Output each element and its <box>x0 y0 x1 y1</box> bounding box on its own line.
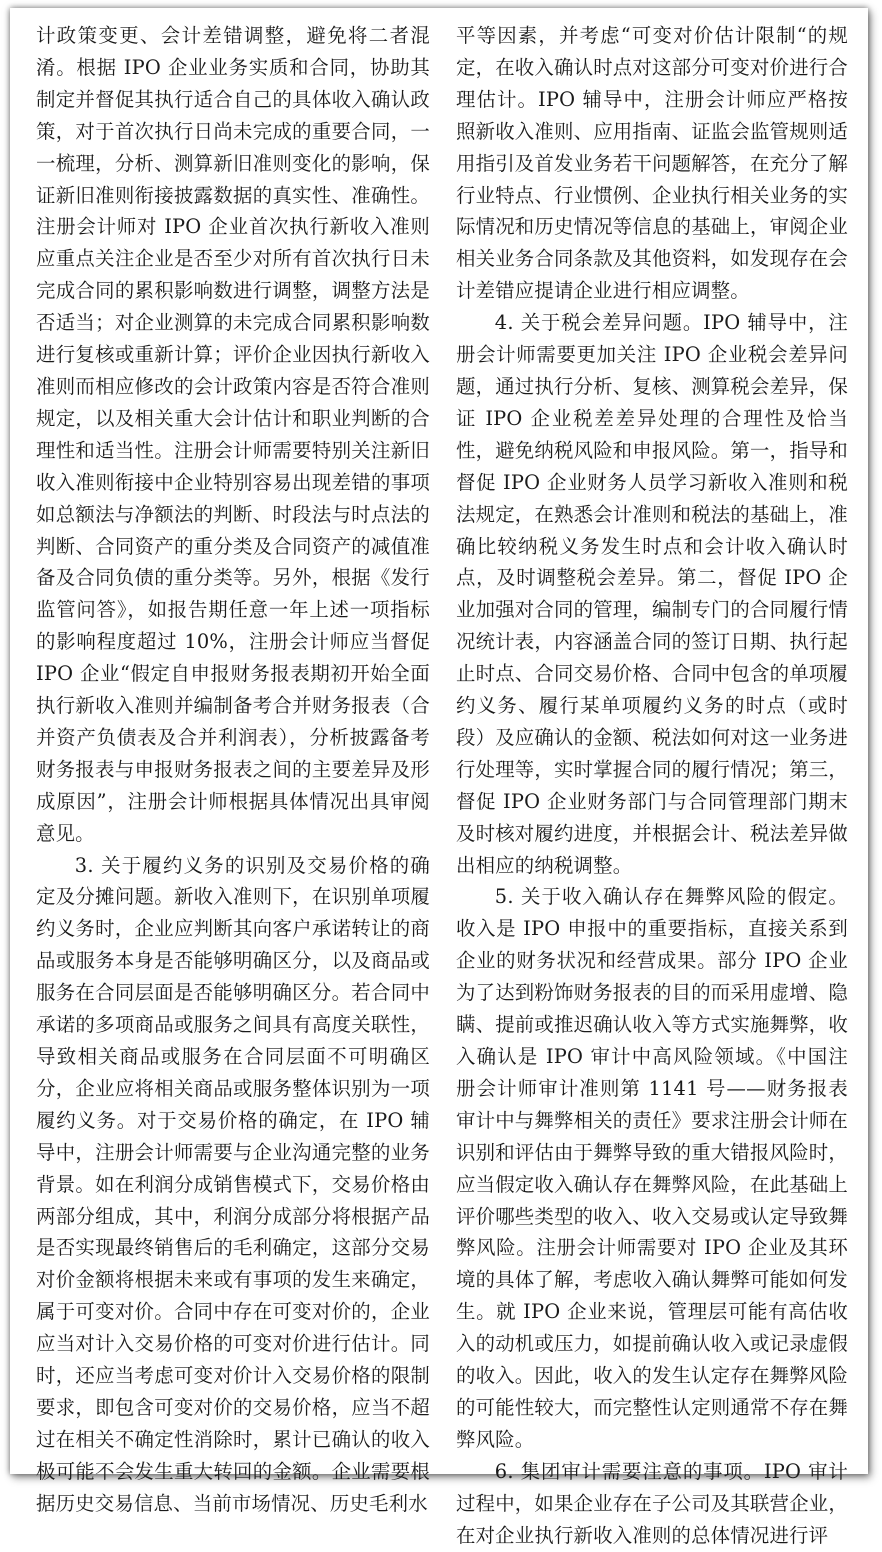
paragraph-section-4: 4. 关于税会差异问题。IPO 辅导中，注册会计师需要更加关注 IPO 企业税会差异问题，通过执行分析、复核、测算税会差异，保证 IPO 企业税差差异处理的合理性及恰当性，避免纳税风险和申报风险。第一，指导和督促 IPO 企业财务人员学习新收入准则和税法规定，在熟悉会计准则和税法的基础上，准确比较纳税义务发生时点和会计收入确认时点，及时调整税会差异。第二，督促 IPO 企业加强对合同的管理，编制专门的合同履行情况统计表，内容涵盖合同的签订日期、执行起止时点、合同交易价格、合同中包含的单项履约义务、履行某单项履约义务的时点（或时段）及应确认的金额、税法如何对这一业务进行处理等，实时掌握合同的履行情况；第三，督促 IPO 企业财务部门与合同管理部门期末及时核对履约进度，并根据会计、税法差异做出相应的纳税调整。 <box>456 311 848 877</box>
right-column <box>456 20 848 1552</box>
paragraph-section-5: 5. 关于收入确认存在舞弊风险的假定。收入是 IPO 申报中的重要指标，直接关系到企业的财务状况和经营成果。部分 IPO 企业为了达到粉饰财务报表的目的而采用虚增、隐瞒、提前或推迟确认收入等方式实施舞弊，收入确认是 IPO 审计中高风险领域。《中国注册会计师审计准则第 1141 号——财务报表审计中与舞弊相关的责任》要求注册会计师在识别和评估由于舞弊导致的重大错报风险时，应当假定收入确认存在舞弊风险，在此基础上评价哪些类型的收入、收入交易或认定导致舞弊风险。注册会计师需要对 IPO 企业及其环境的具体了解，考虑收入确认舞弊可能如何发生。就 IPO 企业来说，管理层可能有高估收入的动机或压力，如提前确认收入或记录虚假的收入。因此，收入的发生认定存在舞弊风险的可能性较大，而完整性认定则通常不存在舞弊风险。 <box>456 885 848 1451</box>
paragraph-continuation: 计政策变更、会计差错调整，避免将二者混淆。根据 IPO 企业业务实质和合同，协助其制定并督促其执行适合自己的具体收入确认政策，对于首次执行日尚未完成的重要合同，一一梳理，分析、测算新旧准则变化的影响，保证新旧准则衔接披露数据的真实性、准确性。注册会计师对 IPO 企业首次执行新收入准则应重点关注企业是否至少对所有首次执行日未完成合同的累积影响数进行调整，调整方法是否适当；对企业测算的未完成合同累积影响数进行复核或重新计算；评价企业因执行新收入准则而相应修改的会计政策内容是否符合准则规定，以及相关重大会计估计和职业判断的合理性和适当性。注册会计师需要特别关注新旧收入准则衔接中企业特别容易出现差错的事项如总额法与净额法的判断、时段法与时点法的判断、合同资产的重分类及合同资产的减值准备及合同负债的重分类等。另外，根据《发行监管问答》，如报告期任意一年上述一项指标的影响程度超过 10%，注册会计师应当督促 IPO 企业“假定自申报财务报表期初开始全面执行新收入准则并编制备考合并财务报表（合并资产负债表及合并利润表），分析披露备考财务报表与申报财务报表之间的主要差异及形成原因”，注册会计师根据具体情况出具审阅意见。 <box>36 24 430 845</box>
left-column <box>36 20 430 1520</box>
paragraph-section-6: 6. 集团审计需要注意的事项。IPO 审计过程中，如果企业存在子公司及其联营企业，在对企业执行新收入准则的总体情况进行评 <box>456 1459 848 1547</box>
paragraph-section-3: 3. 关于履约义务的识别及交易价格的确定及分摊问题。新收入准则下，在识别单项履约义务时，企业应判断其向客户承诺转让的商品或服务本身是否能够明确区分，以及商品或服务在合同层面是否能够明确区分。若合同中承诺的多项商品或服务之间具有高度关联性，导致相关商品或服务在合同层面不可明确区分，企业应将相关商品或服务整体识别为一项履约义务。对于交易价格的确定，在 IPO 辅导中，注册会计师需要与企业沟通完整的业务背景。如在利润分成销售模式下，交易价格由两部分组成，其中，利润分成部分将根据产品是否实现最终销售后的毛利确定，这部分交易对价金额将根据未来或有事项的发生来确定，属于可变对价。合同中存在可变对价的，企业应当对计入交易价格的可变对价进行估计。同时，还应当考虑可变对价计入交易价格的限制要求，即包含可变对价的交易价格，应当不超过在相关不确定性消除时，累计已确认的收入极可能不会发生重大转回的金额。企业需要根据历史交易信息、当前市场情况、历史毛利水 <box>36 853 430 1515</box>
document-page <box>10 8 868 1547</box>
paragraph-continuation-section-3: 平等因素，并考虑“可变对价估计限制“的规定，在收入确认时点对这部分可变对价进行合理估计。IPO 辅导中，注册会计师应严格按照新收入准则、应用指南、证监会监管规则适用指引及首发业务若干问题解答，在充分了解行业特点、行业惯例、企业执行相关业务的实际情况和历史情况等信息的基础上，审阅企业相关业务合同条款及其他资料，如发现存在会计差错应提请企业进行相应调整。 <box>456 24 848 303</box>
